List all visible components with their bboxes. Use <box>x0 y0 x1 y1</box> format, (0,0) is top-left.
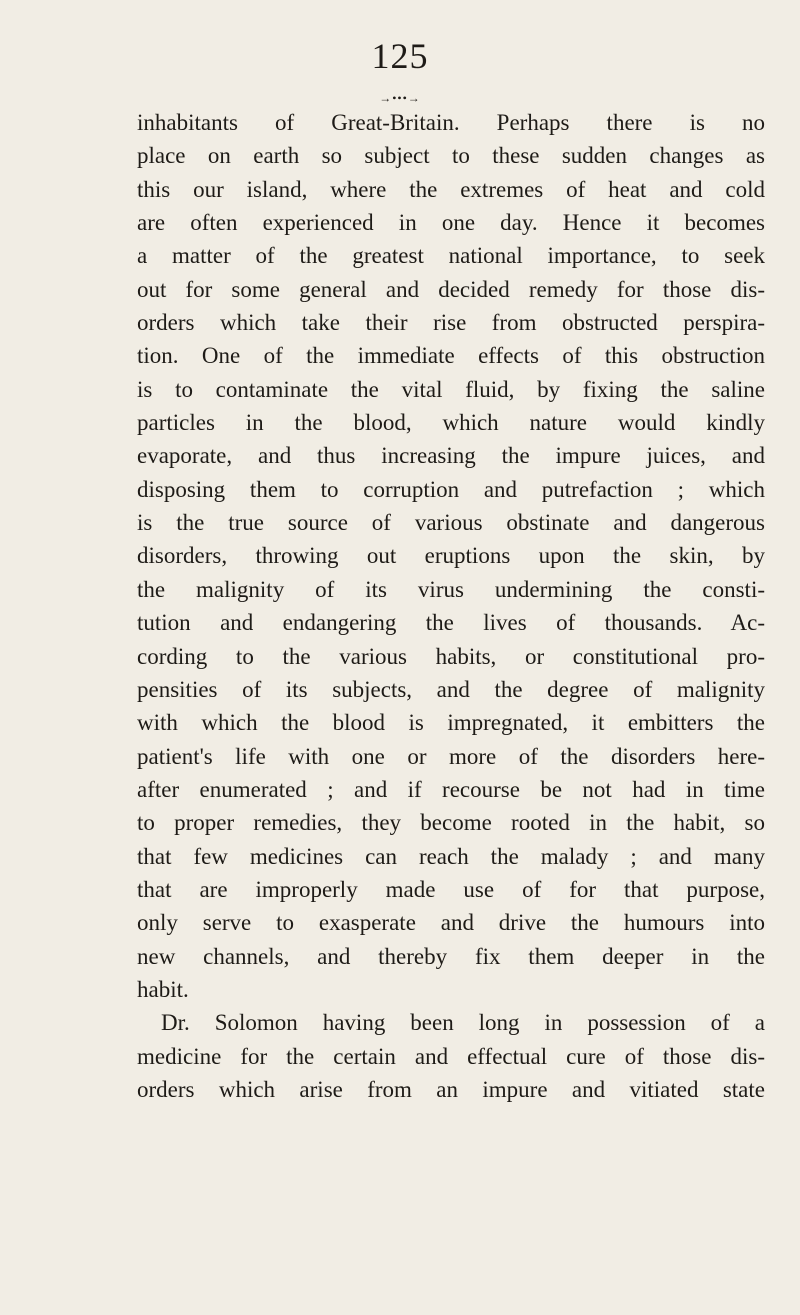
text-line: out for some general and decided remedy for those dis- <box>137 276 765 302</box>
text-line: is the true source of various obstinate and dangerous <box>137 510 765 536</box>
text-line: orders which take their rise from obstructed perspira- <box>137 310 765 336</box>
body-text <box>137 106 765 1106</box>
text-line: disposing them to corruption and putrefaction ; which <box>137 476 765 502</box>
text-line: evaporate, and thus increasing the impure juices, and <box>137 443 765 469</box>
text-line: is to contaminate the vital fluid, by fixing the saline <box>137 376 765 402</box>
paragraph-end-line: habit. <box>137 976 189 1002</box>
text-line: the malignity of its virus undermining the consti- <box>137 576 765 602</box>
text-line: only serve to exasperate and drive the humours into <box>137 910 765 936</box>
text-line: medicine for the certain and effectual cure of those dis- <box>137 1043 765 1069</box>
text-line: inhabitants of Great-Britain. Perhaps there is no <box>137 110 765 135</box>
text-line: particles in the blood, which nature would kindly <box>137 410 765 436</box>
text-line: patient's life with one or more of the disorders here- <box>137 743 765 769</box>
text-line: are often experienced in one day. Hence it becomes <box>137 210 765 236</box>
page-number: 125 <box>371 36 429 76</box>
text-line: a matter of the greatest national importance, to seek <box>137 243 765 269</box>
text-line: orders which arise from an impure and vitiated state <box>137 1076 765 1102</box>
header-ornament: →•••→ <box>379 91 421 105</box>
paragraph-start-line: Dr. Solomon having been long in possession of a <box>161 1010 765 1036</box>
text-line: to proper remedies, they become rooted in the habit, so <box>137 810 765 836</box>
text-line: after enumerated ; and if recourse be not had in time <box>137 776 765 802</box>
text-line: this our island, where the extremes of heat and cold <box>137 176 765 202</box>
text-line: new channels, and thereby fix them deeper in the <box>137 943 765 969</box>
text-line: with which the blood is impregnated, it embitters the <box>137 710 765 736</box>
text-line: tion. One of the immediate effects of this obstruction <box>137 343 765 369</box>
text-line: place on earth so subject to these sudden changes as <box>137 143 765 169</box>
text-line: tution and endangering the lives of thousands. Ac- <box>137 610 765 636</box>
text-line: pensities of its subjects, and the degree of malignity <box>137 676 765 702</box>
text-line: that are improperly made use of for that purpose, <box>137 876 765 902</box>
text-line: disorders, throwing out eruptions upon the skin, by <box>137 543 765 569</box>
text-line: that few medicines can reach the malady ; and many <box>137 843 765 869</box>
text-line: cording to the various habits, or constitutional pro- <box>137 643 765 669</box>
